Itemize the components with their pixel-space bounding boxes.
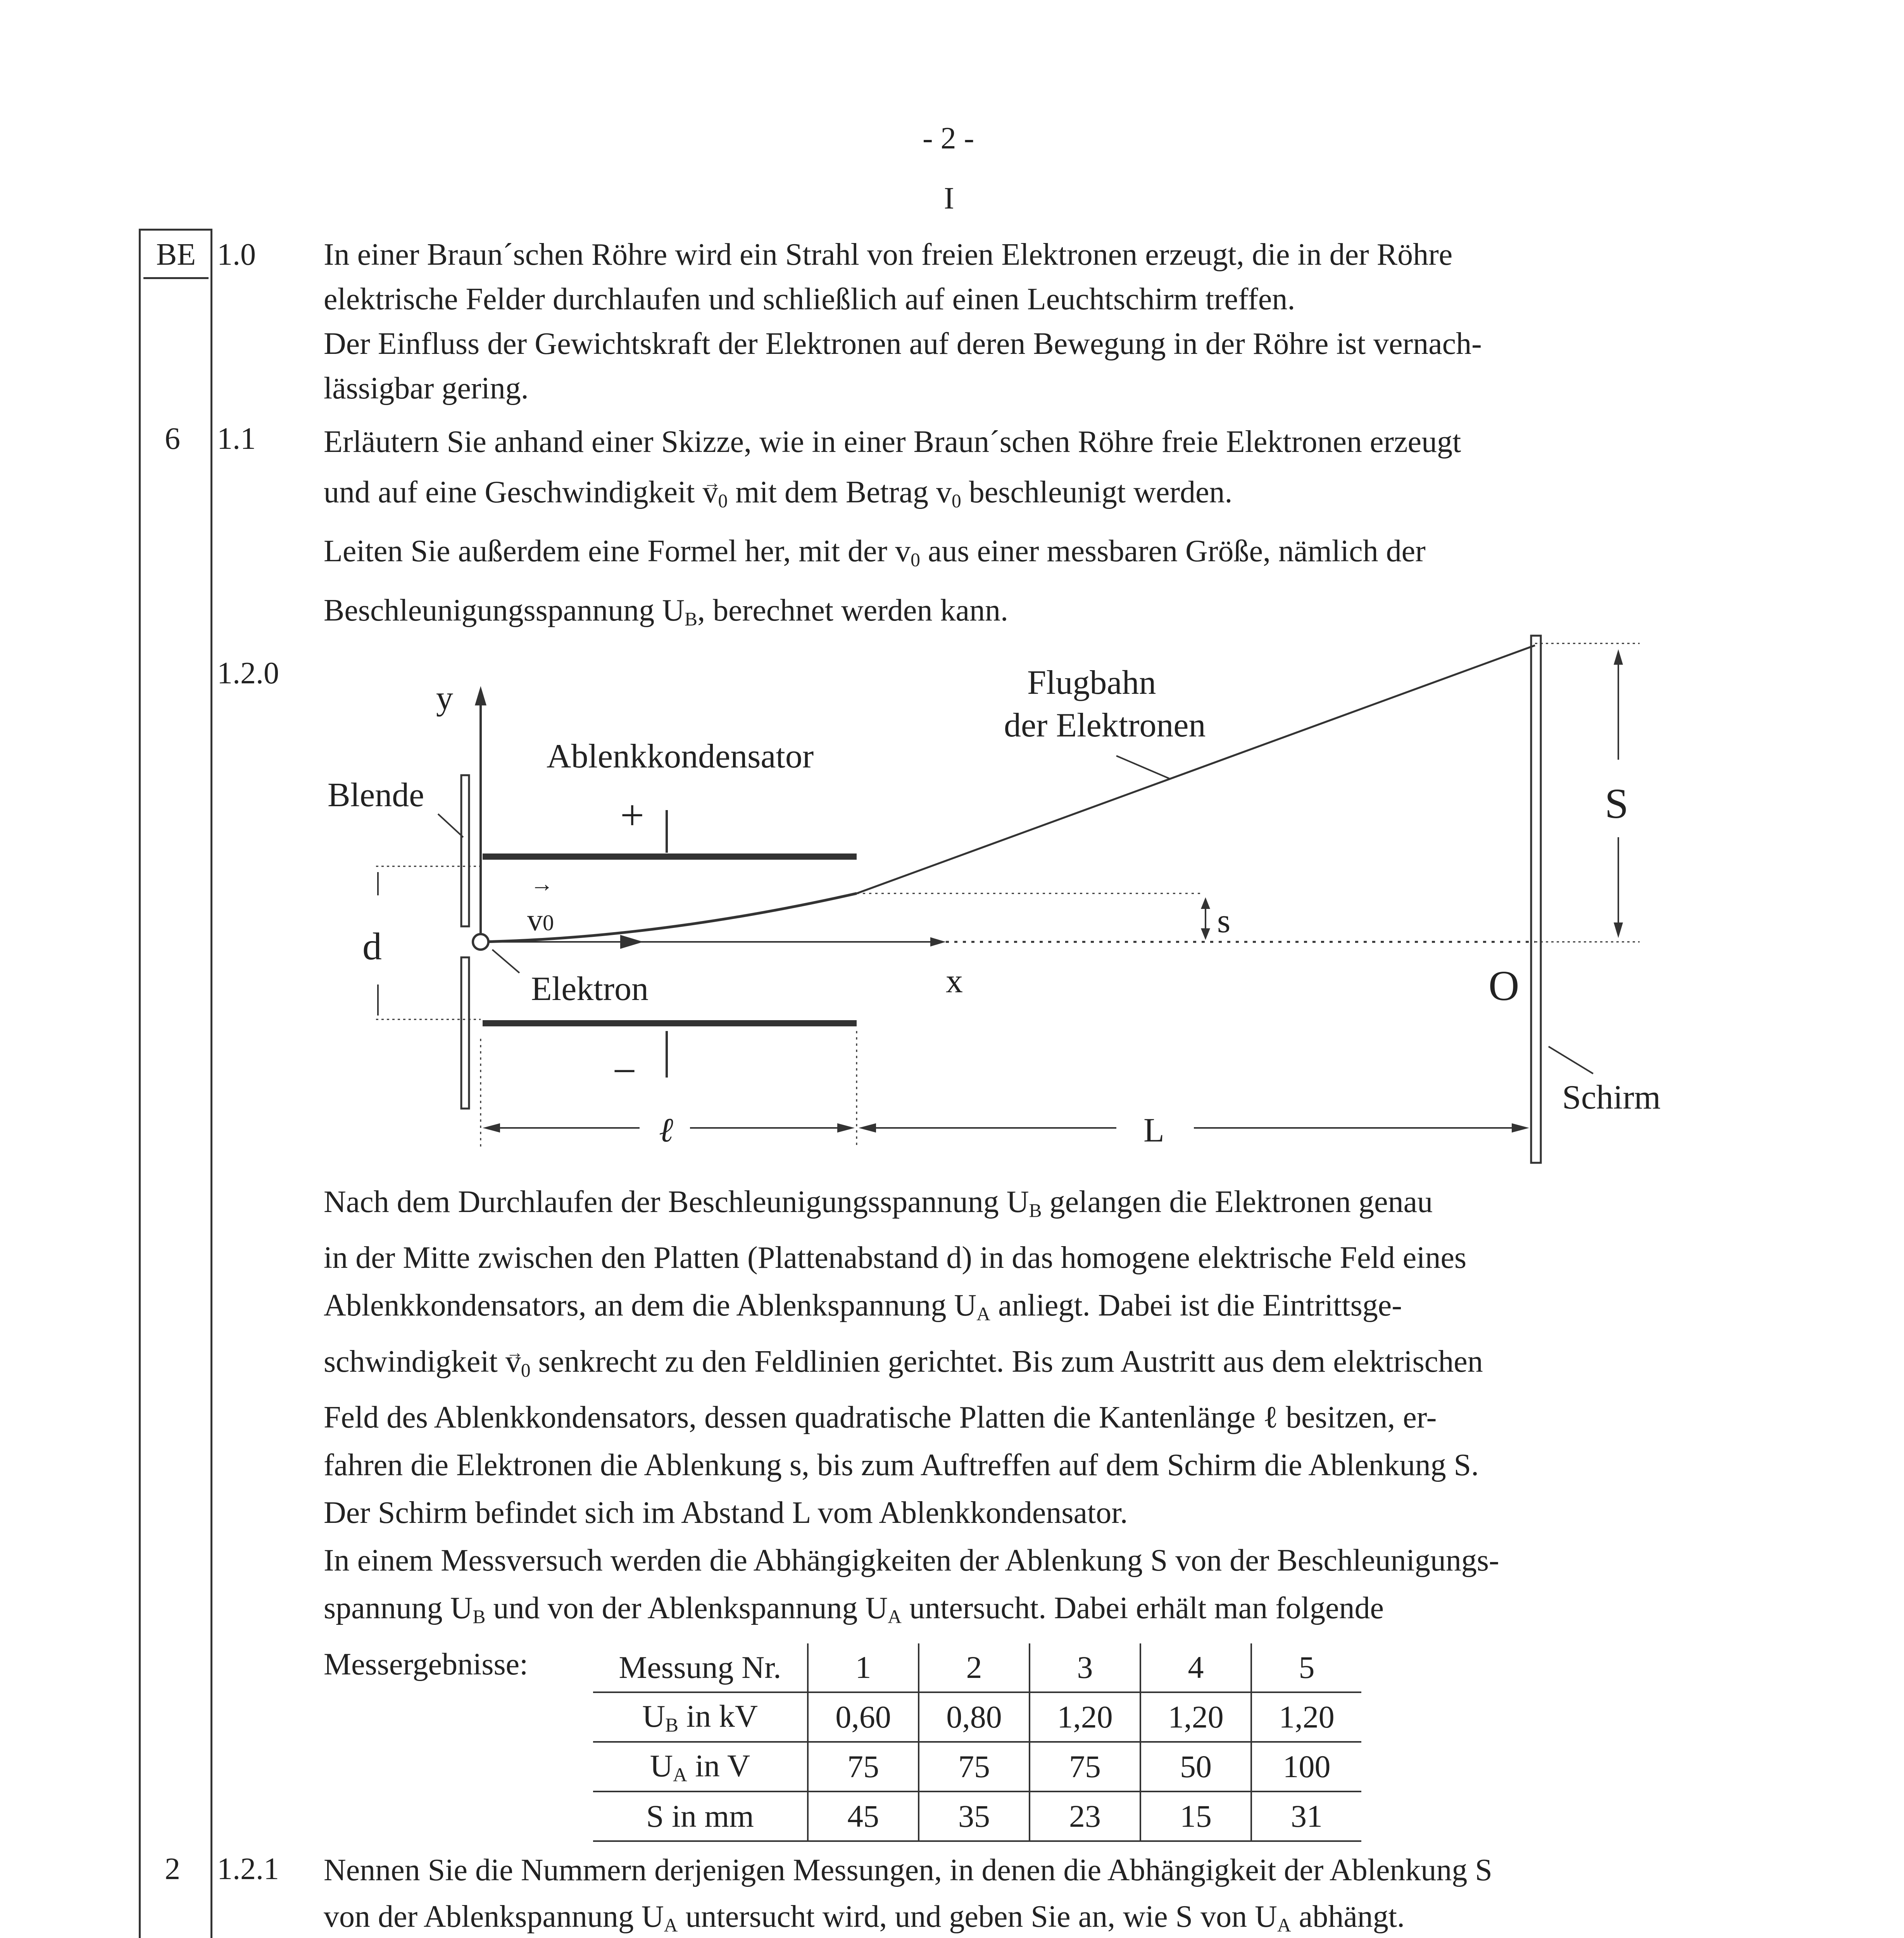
task-1-2-1-text: Nennen Sie die Nummern derjenigen Messungen, in denen die Abhängigkeit der Ablenkung S von der Ablenkspannung $U_A$ untersucht wird, und geben Sie an, wie S von $U_A$ abhängt. (324, 1853, 1492, 1936)
table-row (593, 1692, 1361, 1742)
table-cell: 5 (1251, 1643, 1361, 1692)
points-value: 6 (165, 422, 180, 456)
l-length-label: ℓ (659, 1112, 673, 1149)
table-cell: 0,60 (808, 1692, 919, 1742)
velocity-arrow-mark: → (530, 871, 554, 897)
table-cell: 3 (1030, 1643, 1140, 1692)
table-cell: 1,20 (1030, 1692, 1140, 1742)
s-small-label: s (1217, 902, 1231, 940)
plus-sign: + (620, 791, 645, 839)
braun-tube-diagram (310, 620, 1667, 1178)
item-number: 1.1 (217, 422, 256, 456)
x-axis-label: x (946, 962, 963, 1000)
table-row (593, 1791, 1361, 1841)
table-cell: 0,80 (919, 1692, 1030, 1742)
electron-dot (473, 934, 488, 950)
minus-sign: − (612, 1047, 637, 1095)
table-row (593, 1643, 1361, 1692)
page-number: - 2 - (923, 121, 974, 155)
item-number: 1.2.1 (217, 1852, 279, 1886)
points-margin-box (139, 229, 212, 1938)
table-cell: 2 (919, 1643, 1030, 1692)
blende-label: Blende (328, 776, 424, 814)
table-header-cell: S in mm (593, 1791, 808, 1841)
points-value: 2 (165, 1852, 180, 1886)
table-cell: 1,20 (1140, 1692, 1251, 1742)
item-number: 1.2.0 (217, 656, 279, 690)
table-cell: 50 (1140, 1742, 1251, 1791)
table-cell: 1 (808, 1643, 919, 1692)
flugbahn-label-2: der Elektronen (1004, 707, 1206, 744)
capacitor-label: Ablenkkondensator (547, 738, 814, 775)
table-cell: 35 (919, 1791, 1030, 1841)
schirm-label: Schirm (1562, 1079, 1661, 1116)
task-1-0-text: In einer Braun´schen Röhre wird ein Strahl von freien Elektronen erzeugt, die in der Röhre elektrische Felder durchlaufen und schließlich auf einen Leuchtschirm treffen. Der Einfluss der Gewichtskraft der Elektronen auf deren Bewegung in der Röhre ist vernach- lässigbar gering. (324, 238, 1482, 405)
d-label: d (362, 925, 382, 968)
table-cell: 31 (1251, 1791, 1361, 1841)
velocity-label: v0 (527, 903, 554, 937)
table-cell: 23 (1030, 1791, 1140, 1841)
measurement-table (593, 1643, 1361, 1842)
table-cell: 45 (808, 1791, 919, 1841)
L-length-label: L (1143, 1112, 1164, 1149)
description-paragraph: Nach dem Durchlaufen der Beschleunigungsspannung $U_B$ gelangen die Elektronen genau in der Mitte zwischen den Platten (Plattenabstand d) in das homogene elektrische Feld eines Ablenkkondensators, an dem die Ablenkspannung $U_A$ anliegt. Dabei ist die Eintrittsge- schwindigkeit → $v_0$ senkrecht zu den Feldlinien gerichtet. Bis zum Austritt aus dem elektrischen Feld des Ablenkkondensators, dessen quadratische Platten die Kantenlänge ℓ besitzen, er- fahren die Elektronen die Ablenkung s, bis zum Auftreffen auf dem Schirm die Ablenkung S. Der Schirm befindet sich im Abstand L vom Ablenkkondensator. In einem Messversuch werden die Abhängigkeiten der Ablenkung S von der Beschleunigungs- spannung $U_B$ und von der Ablenkspannung $U_A$ untersucht. Dabei erhält man folgende Messergebnisse: (324, 1178, 1704, 1688)
S-big-label: S (1605, 780, 1629, 827)
table-header-cell: $U_A$ in V (593, 1742, 808, 1791)
section-label: I (944, 181, 954, 216)
y-axis-label: y (436, 679, 453, 717)
elektron-label: Elektron (531, 970, 649, 1008)
table-cell: 1,20 (1251, 1692, 1361, 1742)
table-cell: 75 (919, 1742, 1030, 1791)
origin-label: O (1488, 962, 1519, 1009)
table-cell: 15 (1140, 1791, 1251, 1841)
task-1-1-text: Erläutern Sie anhand einer Skizze, wie in einer Braun´schen Röhre freie Elektronen erzeugt und auf eine Geschwindigkeit → $v_0$ mit dem Betrag $v_0$ beschleunigt werden. Leiten Sie außerdem eine Formel her, mit der $v_0$ aus einer messbaren Größe, nämlich der Beschleunigungsspannung $U_B$, berechnet werden kann. (324, 417, 1704, 644)
table-header-cell: $U_B$ in kV (593, 1692, 808, 1742)
flugbahn-label-1: Flugbahn (1027, 664, 1156, 702)
table-cell: 75 (1030, 1742, 1140, 1791)
table-row (593, 1742, 1361, 1791)
table-cell: 75 (808, 1742, 919, 1791)
table-cell: 4 (1140, 1643, 1251, 1692)
be-label: BE (143, 233, 209, 279)
table-header-cell: Messung Nr. (593, 1643, 808, 1692)
item-number: 1.0 (217, 238, 256, 272)
table-cell: 100 (1251, 1742, 1361, 1791)
